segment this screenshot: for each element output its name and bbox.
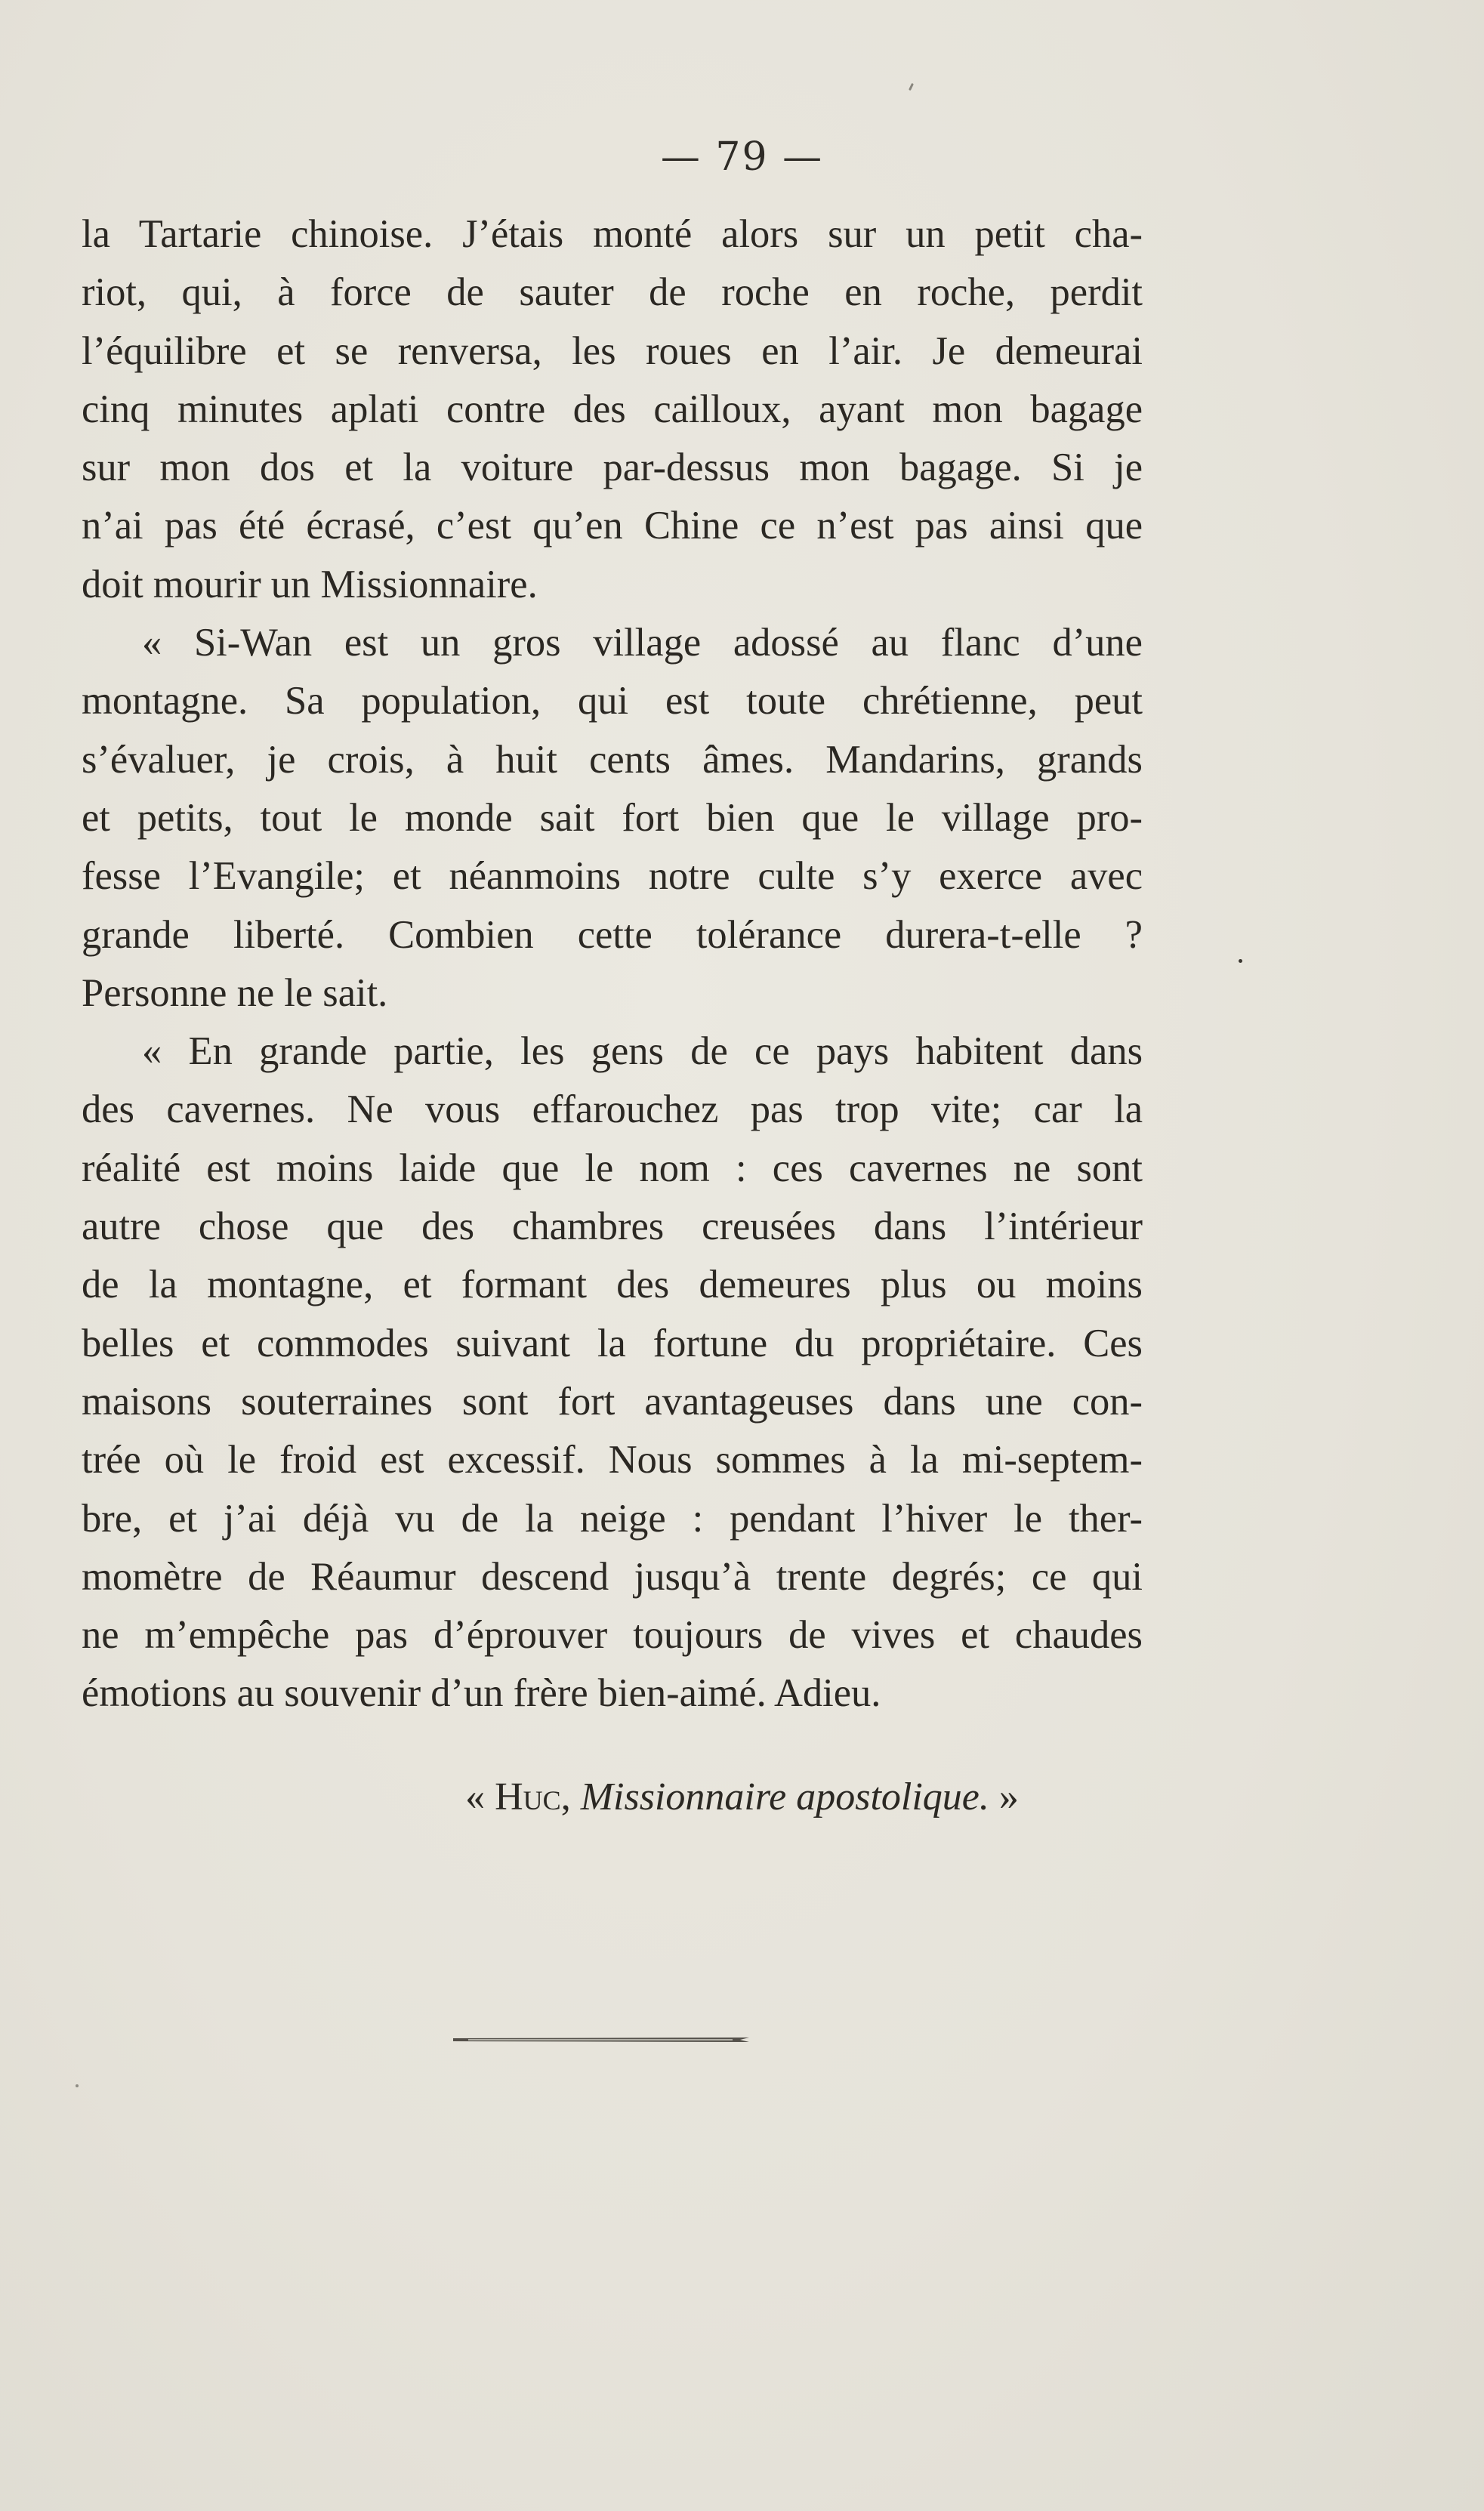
text-line: et petits, tout le monde sait fort bien que le village pro-	[82, 795, 1143, 840]
ink-speck	[1239, 959, 1242, 963]
text-line: momètre de Réaumur descend jusqu’à trente degrés; ce qui	[82, 1554, 1143, 1599]
text-line: de la montagne, et formant des demeures plus ou moins	[82, 1263, 1143, 1307]
text-line: réalité est moins laide que le nom : ces cavernes ne sont	[82, 1146, 1143, 1190]
text-line: des cavernes. Ne vous effarouchez pas trop vite; car la	[82, 1087, 1143, 1132]
text-line: sur mon dos et la voiture par-dessus mon bagage. Si je	[82, 446, 1143, 490]
text-line: riot, qui, à force de sauter de roche en roche, perdit	[82, 270, 1143, 315]
text-line: la Tartarie chinoise. J’étais monté alors sur un petit cha-	[82, 212, 1143, 256]
text-line: l’équilibre et se renversa, les roues en l’air. Je demeurai	[82, 329, 1143, 373]
text-line: grande liberté. Combien cette tolérance durera-t-elle ?	[82, 912, 1143, 957]
signature-name: Huc	[495, 1775, 561, 1818]
signature-title: Missionnaire apostolique.	[580, 1775, 989, 1818]
text-line: Personne ne le sait.	[82, 970, 388, 1015]
text-line: autre chose que des chambres creusées dans l’intérieur	[82, 1205, 1143, 1249]
text-line: « En grande partie, les gens de ce pays habitent dans	[142, 1029, 1143, 1074]
text-line: « Si-Wan est un gros village adossé au flanc d’une	[142, 621, 1143, 665]
signature-separator: ,	[560, 1775, 581, 1818]
text-line: émotions au souvenir d’un frère bien-aimé. Adieu.	[82, 1671, 881, 1716]
body-text	[82, 205, 1143, 1723]
text-line: belles et commodes suivant la fortune du propriétaire. Ces	[82, 1321, 1143, 1365]
ink-speck	[76, 2084, 79, 2087]
signature	[0, 1775, 1484, 1819]
signature-open-quote: «	[465, 1775, 495, 1818]
text-line: s’évaluer, je crois, à huit cents âmes. Mandarins, grands	[82, 737, 1143, 782]
text-line: fesse l’Evangile; et néanmoins notre culte s’y exerce avec	[82, 854, 1143, 899]
text-line: ne m’empêche pas d’éprouver toujours de vives et chaudes	[82, 1613, 1143, 1658]
text-line: bre, et j’ai déjà vu de la neige : pendant l’hiver le ther-	[82, 1496, 1143, 1541]
text-line: doit mourir un Missionnaire.	[82, 562, 538, 606]
signature-close-quote: »	[989, 1775, 1019, 1818]
text-line: cinq minutes aplati contre des cailloux, ayant mon bagage	[82, 387, 1143, 431]
text-line: n’ai pas été écrasé, c’est qu’en Chine ce n’est pas ainsi que	[82, 504, 1143, 548]
ink-speck	[909, 83, 914, 91]
text-line: maisons souterraines sont fort avantageuses dans une con-	[82, 1379, 1143, 1424]
page-number: — 79 —	[660, 134, 824, 180]
end-rule	[453, 2036, 749, 2044]
text-line: trée où le froid est excessif. Nous sommes à la mi-septem-	[82, 1438, 1143, 1482]
text-line: montagne. Sa population, qui est toute chrétienne, peut	[82, 679, 1143, 723]
